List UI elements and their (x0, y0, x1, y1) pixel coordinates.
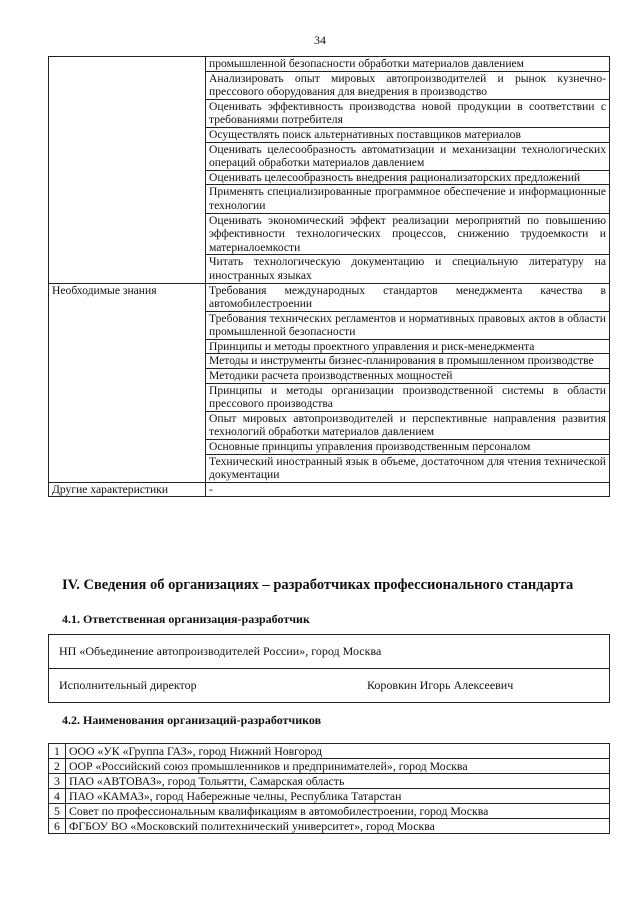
knowledge-item: Технический иностранный язык в объеме, достаточном для чтения технической документации (206, 454, 610, 482)
organization-name: ООР «Российский союз промышленников и предпринимателей», город Москва (66, 759, 610, 774)
row-number: 2 (49, 759, 66, 774)
organization-name: ООО «УК «Группа ГАЗ», город Нижний Новгород (66, 744, 610, 759)
other-characteristics-value: - (206, 482, 610, 497)
knowledge-item: Требования технических регламентов и нормативных правовых актов в области промышленной безопасности (206, 311, 610, 339)
row-number: 4 (49, 789, 66, 804)
knowledge-item: Требования международных стандартов менеджмента качества в автомобилестроении (206, 283, 610, 311)
director-title: Исполнительный директор (59, 678, 197, 692)
signature-cell (49, 669, 610, 703)
table-row (49, 819, 610, 834)
knowledge-item: Методы и инструменты бизнес-планирования в промышленном производстве (206, 354, 610, 369)
other-characteristics-label: Другие характеристики (49, 482, 206, 497)
table-row (49, 635, 610, 669)
skills-label-cell (49, 57, 206, 284)
organization-name: ФГБОУ ВО «Московский политехнический университет», город Москва (66, 819, 610, 834)
developers-table (48, 743, 610, 834)
organization-name: Совет по профессиональным квалификациям в автомобилестроении, город Москва (66, 804, 610, 819)
page-number: 34 (314, 33, 326, 47)
knowledge-item: Опыт мировых автопроизводителей и перспективные направления развития технологий обработки материалов давлением (206, 411, 610, 439)
table-row (49, 774, 610, 789)
table-row (49, 744, 610, 759)
skill-item: Осуществлять поиск альтернативных поставщиков материалов (206, 127, 610, 142)
knowledge-item: Принципы и методы организации производственной системы в области прессового производства (206, 383, 610, 411)
table-row (49, 804, 610, 819)
developers-heading: 4.2. Наименования организаций-разработчиков (62, 713, 322, 727)
table-row (49, 482, 610, 497)
table-row (49, 283, 610, 311)
row-number: 5 (49, 804, 66, 819)
table-row (49, 789, 610, 804)
table-row (49, 669, 610, 703)
table-row (49, 57, 610, 72)
requirements-table (48, 56, 610, 497)
row-number: 1 (49, 744, 66, 759)
responsible-org-table (48, 634, 610, 703)
section-heading: IV. Сведения об организациях – разработчиках профессионального стандарта (62, 577, 574, 593)
table-row (49, 759, 610, 774)
skill-item: Читать технологическую документацию и специальную литературу на иностранных языках (206, 255, 610, 283)
knowledge-item: Методики расчета производственных мощностей (206, 369, 610, 384)
skill-item: Оценивать целесообразность внедрения рационализаторских предложений (206, 170, 610, 185)
knowledge-item: Основные принципы управления производственным персоналом (206, 440, 610, 455)
skill-item: промышленной безопасности обработки материалов давлением (206, 57, 610, 72)
skill-item: Анализировать опыт мировых автопроизводителей и рынок кузнечно-прессового оборудования для внедрения в производство (206, 71, 610, 99)
row-number: 6 (49, 819, 66, 834)
organization-name: ПАО «КАМАЗ», город Набережные челны, Республика Татарстан (66, 789, 610, 804)
responsible-org-heading: 4.1. Ответственная организация-разработчик (62, 612, 310, 626)
responsible-org-name: НП «Объединение автопроизводителей России», город Москва (49, 635, 610, 669)
director-name: Коровкин Игорь Алексеевич (367, 678, 514, 692)
knowledge-item: Принципы и методы проектного управления и риск-менеджмента (206, 339, 610, 354)
skill-item: Оценивать эффективность производства новой продукции в соответствии с требованиями потребителя (206, 99, 610, 127)
organization-name: ПАО «АВТОВАЗ», город Тольятти, Самарская область (66, 774, 610, 789)
skill-item: Оценивать целесообразность автоматизации и механизации технологических операций обработки материалов давлением (206, 142, 610, 170)
skill-item: Оценивать экономический эффект реализации мероприятий по повышению эффективности технологических процессов, снижению трудоемкости и материалоемкости (206, 213, 610, 255)
row-number: 3 (49, 774, 66, 789)
skill-item: Применять специализированные программное обеспечение и информационные технологии (206, 185, 610, 213)
knowledge-label: Необходимые знания (49, 283, 206, 482)
